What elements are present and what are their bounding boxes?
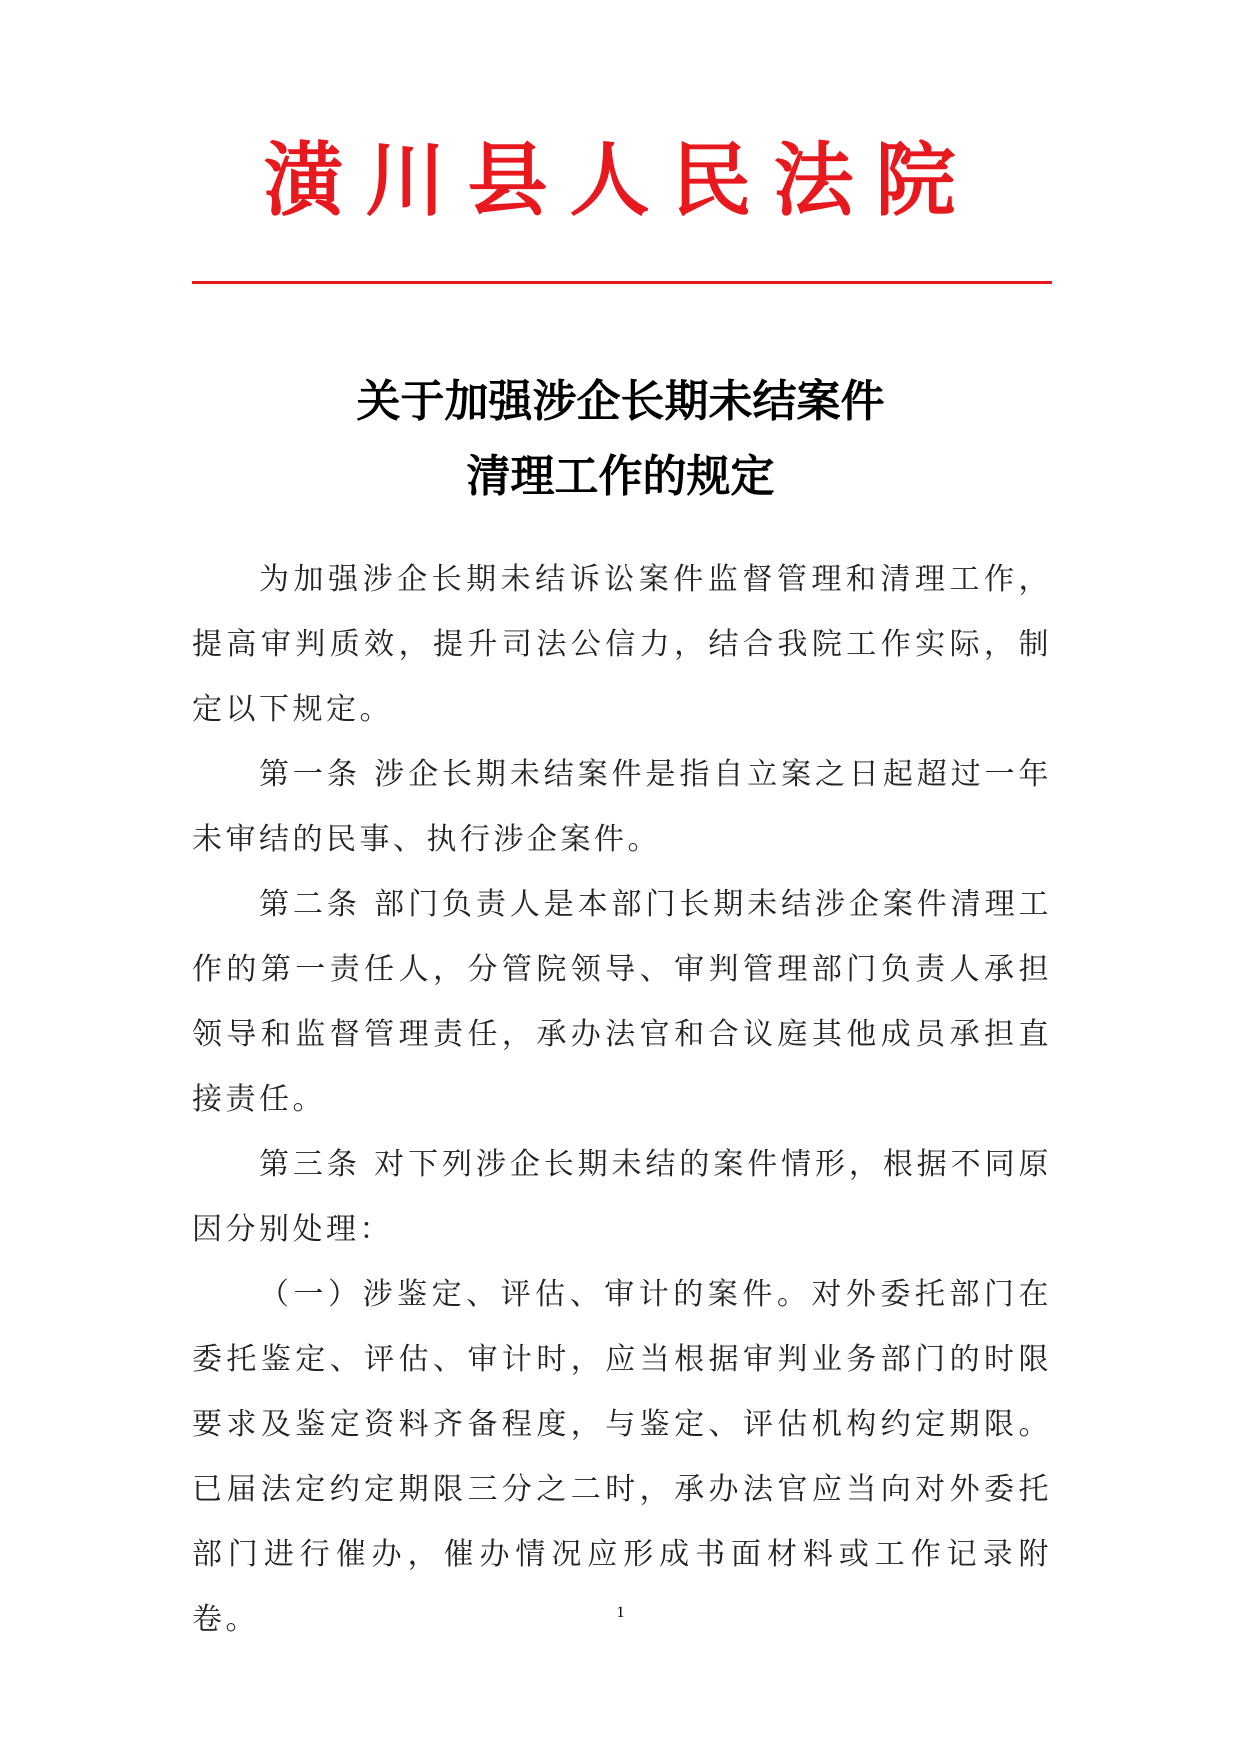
paragraph-preamble: 为加强涉企长期未结诉讼案件监督管理和清理工作，提高审判质效，提升司法公信力，结合我院工作实际，制定以下规定。 [192,562,1052,727]
document-body [192,547,1052,1652]
page-number: 1 [616,1604,625,1621]
paragraph-article-3-item-1: （一）涉鉴定、评估、审计的案件。对外委托部门在委托鉴定、评估、审计时，应当根据审判业务部门的时限要求及鉴定资料齐备程度，与鉴定、评估机构约定期限。已届法定约定期限三分之二时，承办法官应当向对外委托部门进行催办，催办情况应形成书面材料或工作记录附卷。 [192,1277,1052,1637]
paragraph-article-3: 第三条 对下列涉企长期未结的案件情形，根据不同原因分别处理： [192,1147,1052,1247]
paragraph-article-1: 第一条 涉企长期未结案件是指自立案之日起超过一年未审结的民事、执行涉企案件。 [192,757,1052,857]
paragraph-article-2: 第二条 部门负责人是本部门长期未结涉企案件清理工作的第一责任人，分管院领导、审判管理部门负责人承担领导和监督管理责任，承办法官和合议庭其他成员承担直接责任。 [192,887,1052,1117]
header-red-rule [192,281,1052,284]
document-title-line-1: 关于加强涉企长期未结案件 [356,376,885,427]
court-name-header: 潢川县人民法院 [263,133,978,227]
document-title-line-2: 清理工作的规定 [466,451,775,502]
